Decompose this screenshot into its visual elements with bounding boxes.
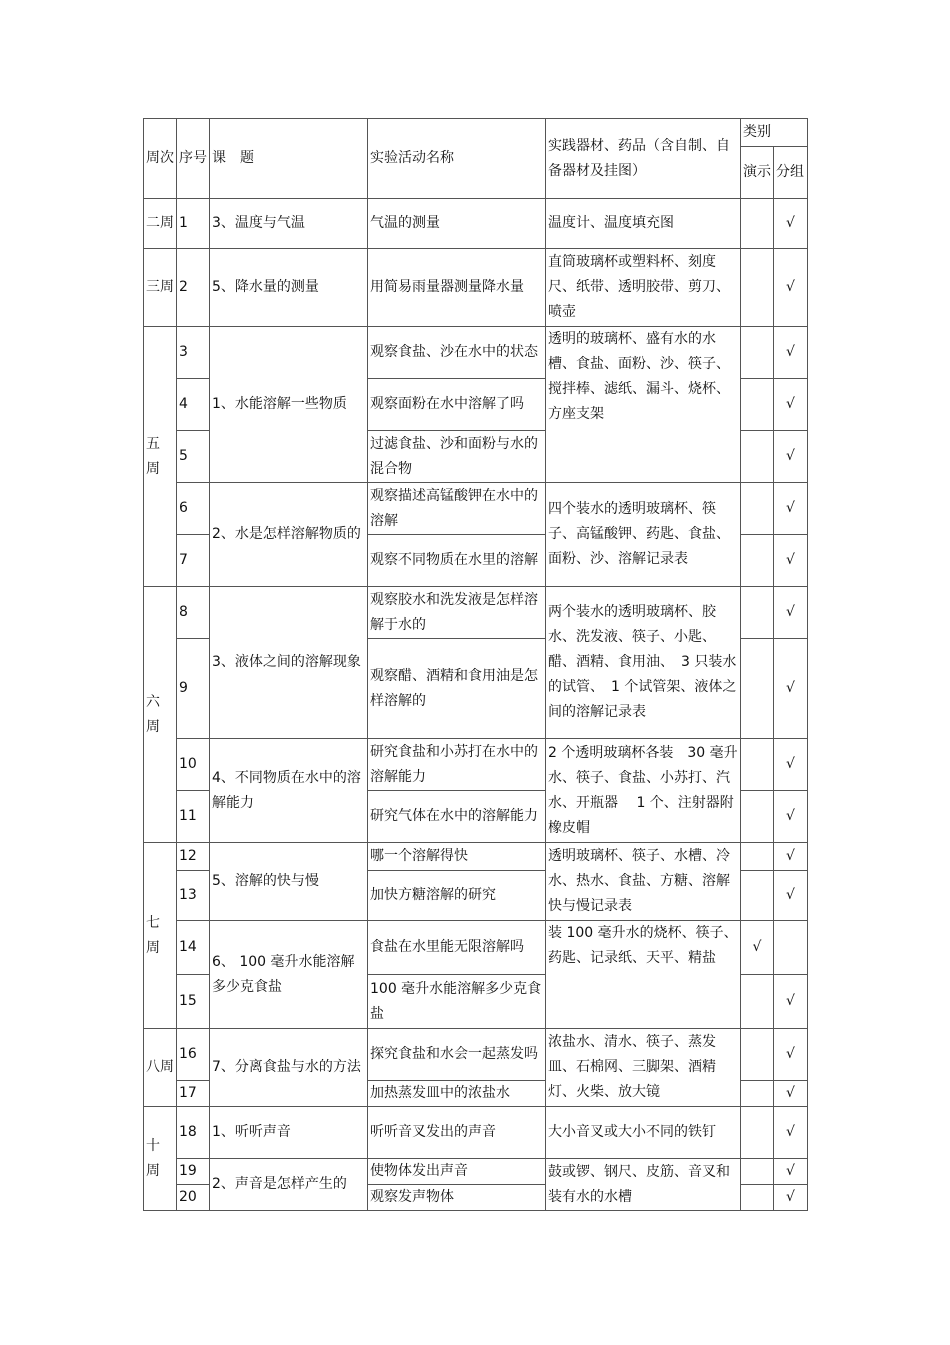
demo-cell: [741, 431, 774, 483]
equipment-cell: 装 100 毫升水的烧杯、筷子、药匙、记录纸、天平、精盐: [546, 921, 741, 1029]
equipment-cell: 透明玻璃杯、筷子、水槽、冷水、热水、食盐、方糖、溶解快与慢记录表: [546, 843, 741, 921]
group-check: √: [774, 535, 808, 587]
equipment-cell: 大小音叉或大小不同的铁钉: [546, 1107, 741, 1159]
demo-cell: [741, 483, 774, 535]
topic-cell: 4、不同物质在水中的溶解能力: [210, 739, 368, 843]
seq-cell: 9: [177, 639, 210, 739]
group-check: √: [774, 1081, 808, 1107]
topic-cell: 6、 100 毫升水能溶解多少克食盐: [210, 921, 368, 1029]
equipment-cell: 浓盐水、清水、筷子、蒸发皿、石棉网、三脚架、酒精灯、火柴、放大镜: [546, 1029, 741, 1107]
seq-cell: 2: [177, 249, 210, 327]
demo-cell: [741, 639, 774, 739]
activity-cell: 研究气体在水中的溶解能力: [368, 791, 546, 843]
topic-cell: 2、水是怎样溶解物质的: [210, 483, 368, 587]
seq-cell: 12: [177, 843, 210, 871]
activity-cell: 观察面粉在水中溶解了吗: [368, 379, 546, 431]
equipment-cell: 2 个透明玻璃杯各装 30 毫升水、筷子、食盐、小苏打、汽水、开瓶器 1 个、注射器附橡皮帽: [546, 739, 741, 843]
header-category: 类别: [741, 119, 808, 147]
seq-cell: 10: [177, 739, 210, 791]
activity-cell: 100 毫升水能溶解多少克食盐: [368, 975, 546, 1029]
activity-cell: 哪一个溶解得快: [368, 843, 546, 871]
activity-cell: 听听音叉发出的声音: [368, 1107, 546, 1159]
group-check: √: [774, 327, 808, 379]
activity-cell: 加快方糖溶解的研究: [368, 871, 546, 921]
group-check: √: [774, 431, 808, 483]
demo-cell: [741, 791, 774, 843]
group-check: √: [774, 199, 808, 249]
demo-cell: [741, 1159, 774, 1185]
demo-cell: [741, 327, 774, 379]
demo-cell: [741, 587, 774, 639]
week-cell: 十 周: [144, 1107, 177, 1211]
group-check: √: [774, 843, 808, 871]
activity-cell: 观察描述高锰酸钾在水中的溶解: [368, 483, 546, 535]
week-cell: 二周: [144, 199, 177, 249]
activity-cell: 观察胶水和洗发液是怎样溶解于水的: [368, 587, 546, 639]
group-cell: [774, 921, 808, 975]
seq-cell: 3: [177, 327, 210, 379]
seq-cell: 19: [177, 1159, 210, 1185]
group-check: √: [774, 791, 808, 843]
header-equipment: 实践器材、药品（含自制、自备器材及挂图）: [546, 119, 741, 199]
seq-cell: 5: [177, 431, 210, 483]
demo-cell: [741, 379, 774, 431]
header-group: 分组: [774, 147, 808, 199]
demo-cell: [741, 199, 774, 249]
week-cell: 八周: [144, 1029, 177, 1107]
group-check: √: [774, 739, 808, 791]
seq-cell: 6: [177, 483, 210, 535]
activity-cell: 观察发声物体: [368, 1185, 546, 1211]
demo-cell: [741, 871, 774, 921]
activity-cell: 食盐在水里能无限溶解吗: [368, 921, 546, 975]
seq-cell: 16: [177, 1029, 210, 1081]
equipment-cell: 直筒玻璃杯或塑料杯、刻度尺、纸带、透明胶带、剪刀、喷壶: [546, 249, 741, 327]
equipment-cell: 四个装水的透明玻璃杯、筷子、高锰酸钾、药匙、食盐、面粉、沙、溶解记录表: [546, 483, 741, 587]
seq-cell: 17: [177, 1081, 210, 1107]
topic-cell: 3、温度与气温: [210, 199, 368, 249]
seq-cell: 1: [177, 199, 210, 249]
demo-cell: [741, 1029, 774, 1081]
demo-cell: [741, 249, 774, 327]
equipment-cell: 鼓或锣、钢尺、皮筋、音叉和装有水的水槽: [546, 1159, 741, 1211]
header-topic: 课 题: [210, 119, 368, 199]
equipment-cell: 温度计、温度填充图: [546, 199, 741, 249]
activity-cell: 观察醋、酒精和食用油是怎样溶解的: [368, 639, 546, 739]
equipment-cell: 透明的玻璃杯、盛有水的水槽、食盐、面粉、沙、筷子、搅拌棒、滤纸、漏斗、烧杯、方座支架: [546, 327, 741, 483]
seq-cell: 11: [177, 791, 210, 843]
demo-cell: [741, 1081, 774, 1107]
topic-cell: 1、水能溶解一些物质: [210, 327, 368, 483]
week-cell: 六 周: [144, 587, 177, 843]
topic-cell: 1、听听声音: [210, 1107, 368, 1159]
group-check: √: [774, 1159, 808, 1185]
activity-cell: 探究食盐和水会一起蒸发吗: [368, 1029, 546, 1081]
header-seq: 序号: [177, 119, 210, 199]
demo-cell: [741, 843, 774, 871]
demo-cell: [741, 1185, 774, 1211]
experiment-schedule-table: [143, 118, 808, 1211]
topic-cell: 2、声音是怎样产生的: [210, 1159, 368, 1211]
activity-cell: 研究食盐和小苏打在水中的溶解能力: [368, 739, 546, 791]
demo-cell: [741, 975, 774, 1029]
activity-cell: 气温的测量: [368, 199, 546, 249]
topic-cell: 5、降水量的测量: [210, 249, 368, 327]
demo-cell: [741, 739, 774, 791]
week-cell: 三周: [144, 249, 177, 327]
group-check: √: [774, 1107, 808, 1159]
header-activity: 实验活动名称: [368, 119, 546, 199]
group-check: √: [774, 587, 808, 639]
seq-cell: 15: [177, 975, 210, 1029]
topic-cell: 7、分离食盐与水的方法: [210, 1029, 368, 1107]
group-check: √: [774, 1185, 808, 1211]
group-check: √: [774, 379, 808, 431]
equipment-cell: 两个装水的透明玻璃杯、胶水、洗发液、筷子、小匙、醋、酒精、食用油、 3 只装水的试管、 1 个试管架、液体之间的溶解记录表: [546, 587, 741, 739]
activity-cell: 加热蒸发皿中的浓盐水: [368, 1081, 546, 1107]
header-week: 周次: [144, 119, 177, 199]
group-check: √: [774, 249, 808, 327]
week-cell: 七 周: [144, 843, 177, 1029]
seq-cell: 13: [177, 871, 210, 921]
header-demo: 演示: [741, 147, 774, 199]
group-check: √: [774, 483, 808, 535]
group-check: √: [774, 639, 808, 739]
topic-cell: 3、液体之间的溶解现象: [210, 587, 368, 739]
group-check: √: [774, 1029, 808, 1081]
topic-cell: 5、溶解的快与慢: [210, 843, 368, 921]
seq-cell: 18: [177, 1107, 210, 1159]
activity-cell: 使物体发出声音: [368, 1159, 546, 1185]
demo-cell: [741, 1107, 774, 1159]
seq-cell: 8: [177, 587, 210, 639]
activity-cell: 观察食盐、沙在水中的状态: [368, 327, 546, 379]
group-check: √: [774, 975, 808, 1029]
demo-cell: [741, 535, 774, 587]
week-cell: 五 周: [144, 327, 177, 587]
demo-check: √: [741, 921, 774, 975]
group-check: √: [774, 871, 808, 921]
seq-cell: 20: [177, 1185, 210, 1211]
activity-cell: 过滤食盐、沙和面粉与水的混合物: [368, 431, 546, 483]
activity-cell: 观察不同物质在水里的溶解: [368, 535, 546, 587]
seq-cell: 14: [177, 921, 210, 975]
activity-cell: 用简易雨量器测量降水量: [368, 249, 546, 327]
seq-cell: 4: [177, 379, 210, 431]
seq-cell: 7: [177, 535, 210, 587]
